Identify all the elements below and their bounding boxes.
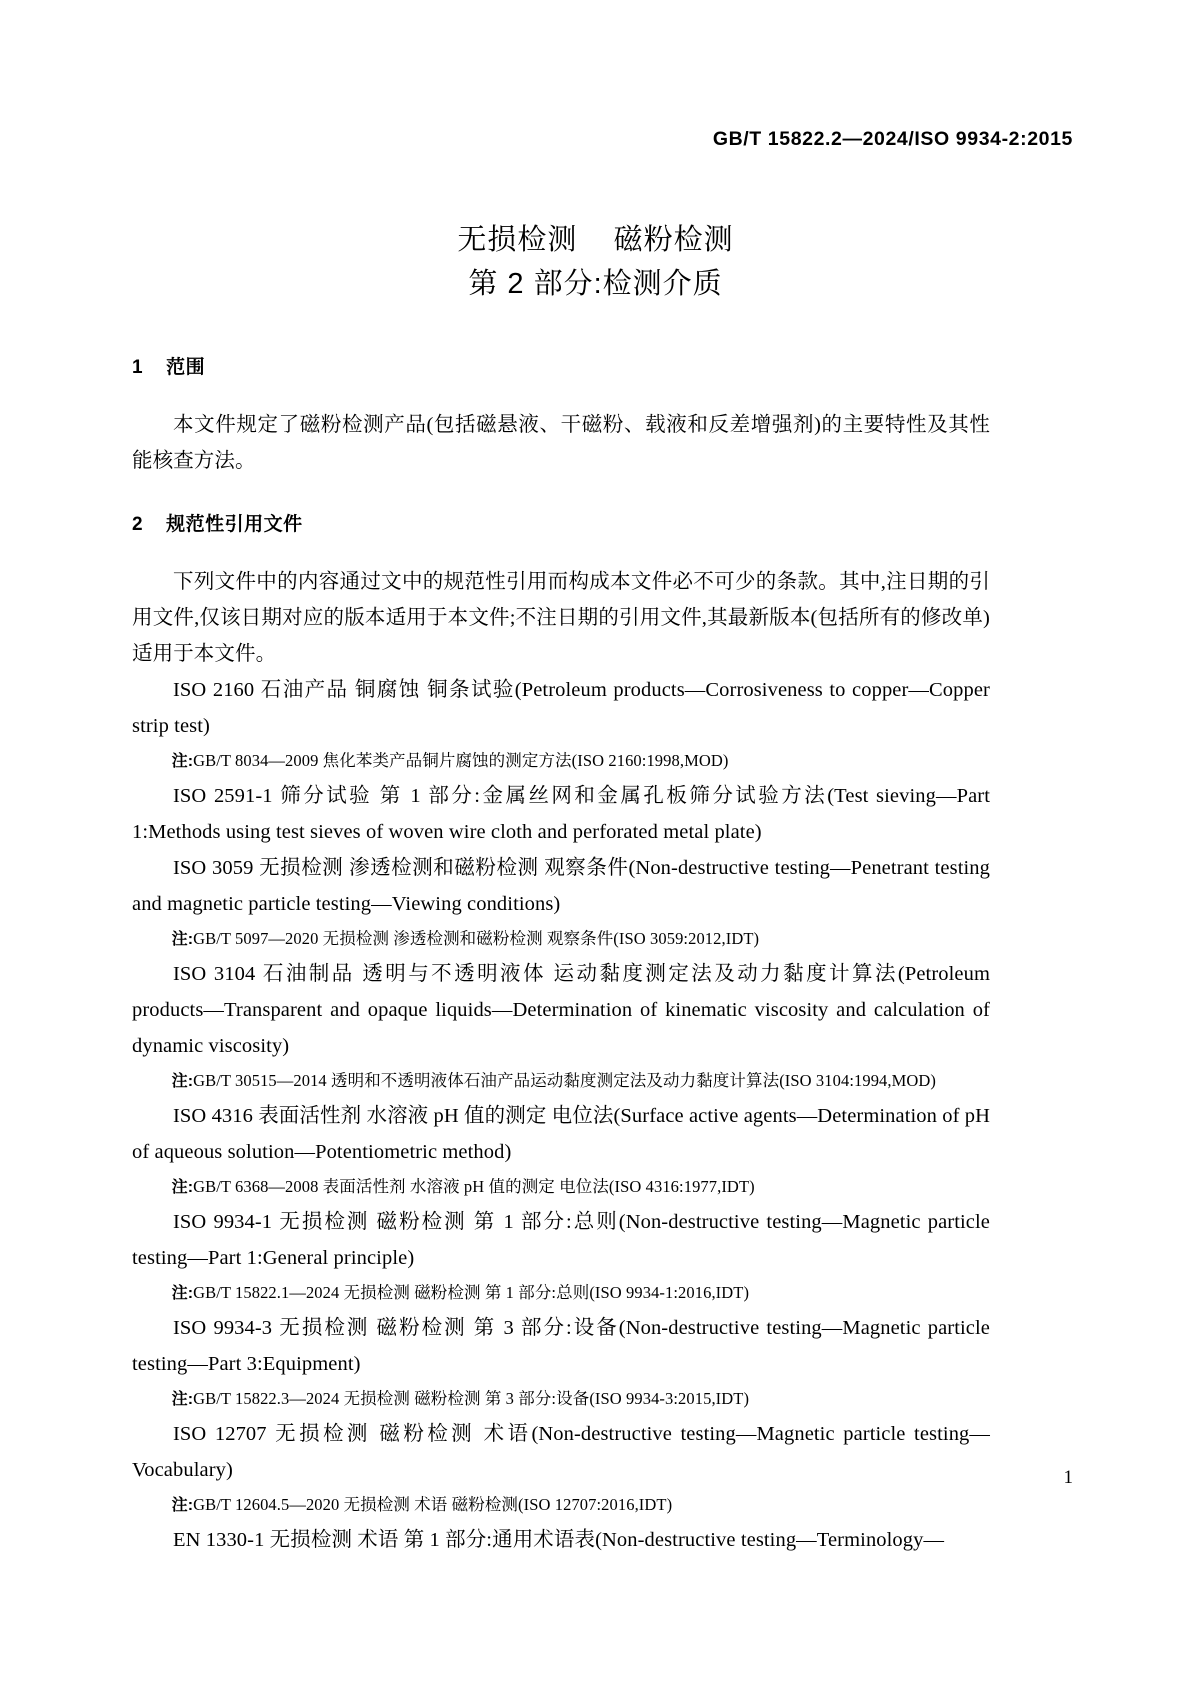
reference-note: 注:GB/T 6368—2008 表面活性剂 水溶液 pH 值的测定 电位法(ISO 4316:1977,IDT) — [171, 1177, 755, 1196]
reference-entry: ISO 12707 无损检测 磁粉检测 术语(Non-destructive testing—Magnetic particle testing—Vocabulary) — [132, 1423, 990, 1481]
reference-note: 注:GB/T 30515—2014 透明和不透明液体石油产品运动黏度测定法及动力黏度计算法(ISO 3104:1994,MOD) — [171, 1071, 937, 1090]
document-content — [132, 352, 990, 1558]
reference-entry: ISO 3104 石油制品 透明与不透明液体 运动黏度测定法及动力黏度计算法(Petroleum products—Transparent and opaque liquids—Determination of kinematic viscosity and calculation of dynamic viscosity) — [132, 963, 990, 1057]
spacer — [132, 536, 990, 564]
reference-note: 注:GB/T 12604.5—2020 无损检测 术语 磁粉检测(ISO 12707:2016,IDT) — [171, 1495, 673, 1514]
reference-entry: ISO 9934-1 无损检测 磁粉检测 第 1 部分:总则(Non-destructive testing—Magnetic particle testing—Part 1:General principle) — [132, 1211, 990, 1269]
reference-entry: ISO 9934-3 无损检测 磁粉检测 第 3 部分:设备(Non-destructive testing—Magnetic particle testing—Part 3:Equipment) — [132, 1317, 990, 1375]
title-line-1: 无损检测 磁粉检测 — [457, 224, 734, 256]
reference-entry: ISO 2160 石油产品 铜腐蚀 铜条试验(Petroleum products—Corrosiveness to copper—Copper strip test) — [132, 679, 990, 737]
title-line-2: 第 2 部分:检测介质 — [468, 268, 723, 300]
reference-note: 注:GB/T 15822.1—2024 无损检测 磁粉检测 第 1 部分:总则(ISO 9934-1:2016,IDT) — [171, 1283, 750, 1302]
spacer — [132, 479, 990, 509]
reference-note: 注:GB/T 15822.3—2024 无损检测 磁粉检测 第 3 部分:设备(ISO 9934-3:2015,IDT) — [171, 1389, 750, 1408]
reference-entry: EN 1330-1 无损检测 术语 第 1 部分:通用术语表(Non-destructive testing—Terminology— — [173, 1529, 945, 1551]
section-heading-normative-references: 2 规范性引用文件 — [132, 514, 303, 535]
reference-entry: ISO 3059 无损检测 渗透检测和磁粉检测 观察条件(Non-destructive testing—Penetrant testing and magnetic particle testing—Viewing conditions) — [132, 857, 990, 915]
spacer — [132, 379, 990, 407]
reference-entry: ISO 4316 表面活性剂 水溶液 pH 值的测定 电位法(Surface active agents—Determination of pH of aqueous solution—Potentiometric method) — [132, 1105, 990, 1163]
page-number: 1 — [1063, 1467, 1073, 1488]
running-header-standard-code: GB/T 15822.2—2024/ISO 9934-2:2015 — [712, 128, 1073, 150]
reference-entry: ISO 2591-1 筛分试验 第 1 部分:金属丝网和金属孔板筛分试验方法(Test sieving—Part 1:Methods using test sieves of woven wire cloth and perforated metal plate) — [132, 785, 990, 843]
section-scope-paragraph: 本文件规定了磁粉检测产品(包括磁悬液、干磁粉、载液和反差增强剂)的主要特性及其性能核查方法。 — [132, 414, 990, 472]
reference-note: 注:GB/T 5097—2020 无损检测 渗透检测和磁粉检测 观察条件(ISO 3059:2012,IDT) — [171, 929, 760, 948]
reference-note: 注:GB/T 8034—2009 焦化苯类产品铜片腐蚀的测定方法(ISO 2160:1998,MOD) — [171, 751, 729, 770]
document-title — [0, 218, 1191, 306]
section-heading-scope: 1 范围 — [132, 357, 206, 378]
normative-references-intro: 下列文件中的内容通过文中的规范性引用而构成本文件必不可少的条款。其中,注日期的引用文件,仅该日期对应的版本适用于本文件;不注日期的引用文件,其最新版本(包括所有的修改单)适用于本文件。 — [132, 571, 990, 665]
